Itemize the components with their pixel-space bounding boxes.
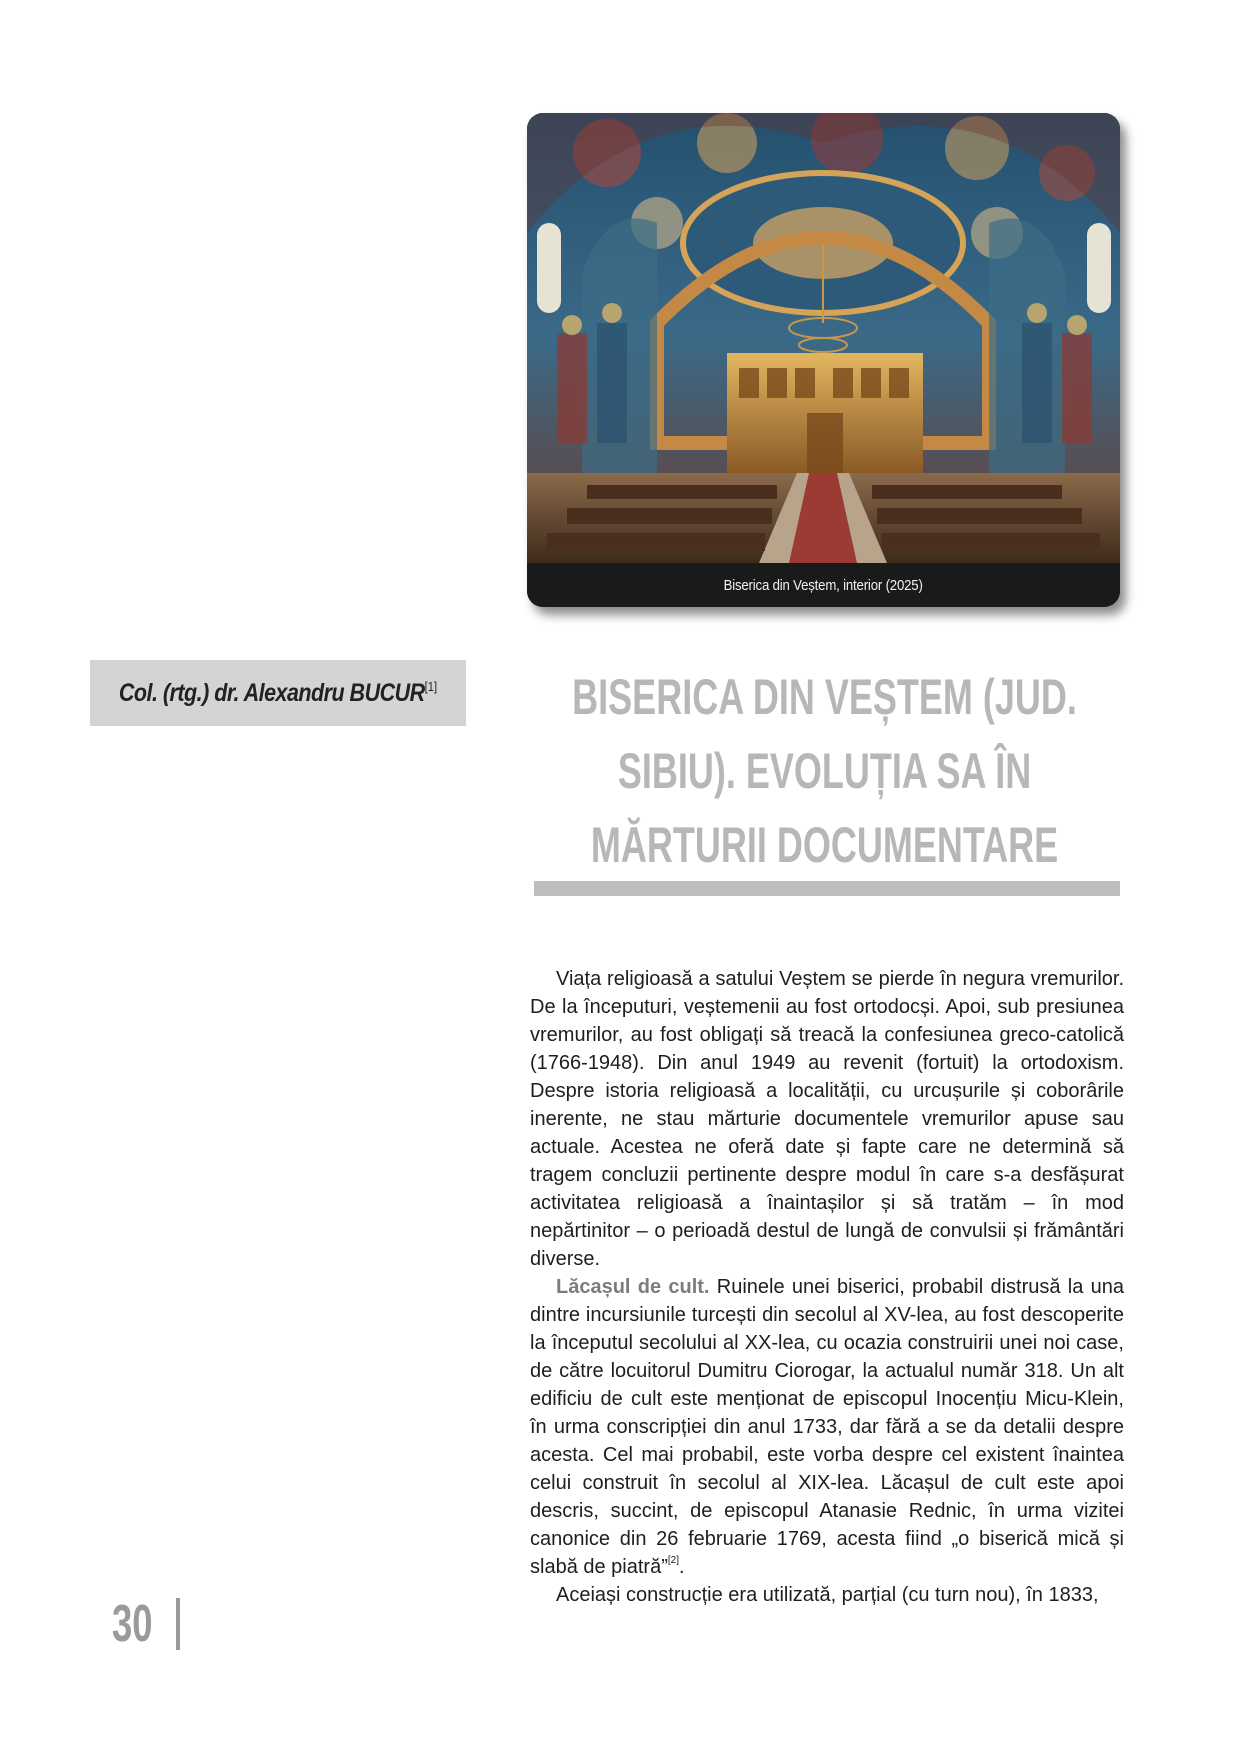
- article-body: [530, 965, 1124, 1609]
- title-divider: [534, 881, 1120, 896]
- author-box: [90, 660, 466, 726]
- article-title-text: BISERICA DIN VEȘTEM (JUD. SIBIU). EVOLUȚIA SA ÎN MĂRTURII DOCUMENTARE: [572, 669, 1077, 873]
- photo-caption-bar: [527, 563, 1120, 607]
- paragraph-2: [530, 1273, 1124, 1581]
- photo-caption: Biserica din Veștem, interior (2025): [723, 576, 924, 594]
- paragraph-3: Aceiași construcție era utilizată, parțial (cu turn nou), în 1833,: [556, 1584, 1099, 1606]
- author-footnote-ref: [1]: [424, 678, 438, 694]
- paragraph-2-end: .: [679, 1556, 685, 1578]
- article-title: [527, 660, 1122, 882]
- paragraph-1: Viața religioasă a satului Veștem se pierde în negura vremurilor. De la începuturi, veștemenii au fost ortodocși. Apoi, sub presiunea vremurilor, au fost obligați să treacă la confesiunea greco-catolică (1766-1948). Din anul 1949 au revenit (fortuit) la ortodoxism. Despre istoria religioasă a localității, cu urcușurile și coborârile inerente, ne stau mărturie documentele vremurilor apuse sau actuale. Acestea ne oferă date și fapte care ne determină să tragem concluzii pertinente despre modul în care s-a desfășurat activitatea religioasă a înaintașilor și să tratăm – în mod nepărtinitor – o perioadă destul de lungă de convulsii și frământări diverse.: [530, 968, 1124, 1270]
- section-lead: Lăcașul de cult.: [556, 1276, 710, 1298]
- author-name-text: Col. (rtg.) dr. Alexandru BUCUR: [118, 678, 425, 707]
- church-interior-photo: [527, 113, 1120, 563]
- author-name: [119, 679, 437, 708]
- folio-divider: [176, 1598, 180, 1650]
- folio: [112, 1594, 180, 1654]
- footnote-ref-2: [2]: [667, 1555, 679, 1566]
- photo-card: [527, 113, 1120, 607]
- page-number: 30: [112, 1595, 153, 1653]
- paragraph-2-text: Ruinele unei biserici, probabil distrusă la una dintre incursiunile turcești din secolul al XV-lea, au fost descoperite la începutul secolului al XX-lea, cu ocazia construirii unei noi case, de către locuitorul Dumitru Ciorogar, la actualul număr 318. Un alt edificiu de cult este menționat de episcopul Inocențiu Micu-Klein, în urma conscripției din anul 1733, dar fără a se da detalii despre acesta. Cel mai probabil, este vorba despre cel existent înaintea celui construit în secolul al XIX-lea. Lăcașul de cult este apoi descris, succint, de episcopul Atanasie Rednic, în urma vizitei canonice din 26 februarie 1769, acesta fiind „o biserică mică și slabă de piatră”: [530, 1276, 1124, 1578]
